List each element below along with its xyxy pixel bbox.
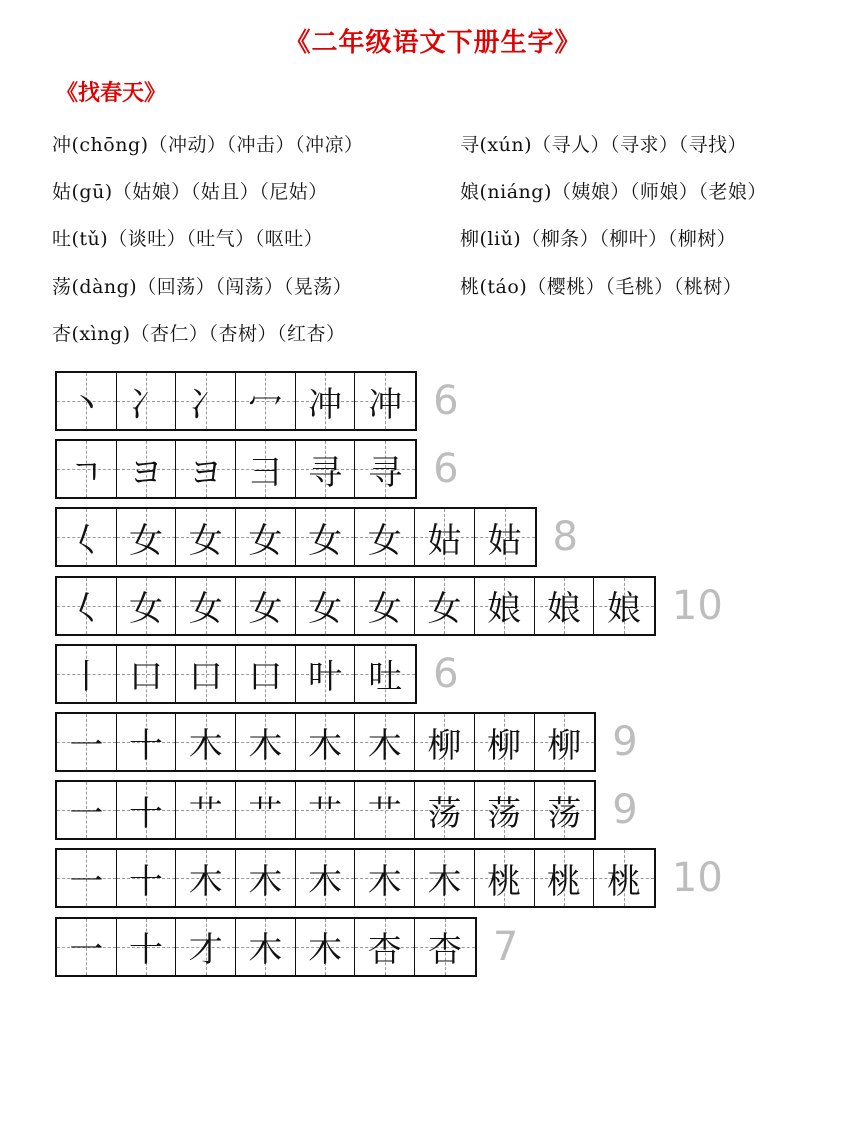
stroke-glyph: 寻 — [368, 452, 403, 493]
stroke-glyph: 口 — [188, 657, 223, 698]
stroke-grid — [55, 507, 537, 567]
stroke-cell — [415, 850, 475, 906]
stroke-glyph: 女 — [129, 589, 164, 630]
stroke-glyph: 木 — [308, 861, 343, 902]
stroke-cell — [236, 850, 296, 906]
stroke-cell — [176, 850, 236, 906]
stroke-glyph: 姑 — [487, 520, 522, 561]
stroke-cell — [296, 578, 356, 634]
stroke-cell — [296, 850, 356, 906]
stroke-count: 9 — [612, 719, 638, 765]
stroke-glyph: 一 — [69, 861, 104, 902]
stroke-cell — [236, 646, 296, 702]
stroke-glyph: 冖 — [248, 384, 283, 425]
stroke-cell — [355, 782, 415, 838]
stroke-glyph: 十 — [129, 861, 164, 902]
stroke-glyph: 桃 — [487, 861, 522, 902]
stroke-glyph: 十 — [129, 793, 164, 834]
stroke-cell — [117, 714, 177, 770]
stroke-cell — [415, 714, 475, 770]
stroke-cell — [117, 850, 177, 906]
stroke-glyph: 女 — [129, 520, 164, 561]
stroke-glyph: 口 — [248, 657, 283, 698]
stroke-grid — [55, 576, 656, 636]
stroke-cell — [57, 850, 117, 906]
stroke-grid — [55, 644, 417, 704]
vocab-item: 娘(niáng)（姨娘）（师娘）（老娘） — [460, 181, 767, 203]
lesson-title: 《找春天》 — [56, 80, 167, 106]
stroke-cell — [57, 373, 117, 429]
stroke-glyph: 口 — [129, 657, 164, 698]
stroke-row — [55, 371, 459, 431]
stroke-cell — [296, 373, 356, 429]
stroke-count: 8 — [552, 514, 578, 561]
stroke-cell — [176, 646, 236, 702]
stroke-count: 6 — [433, 650, 459, 697]
stroke-cell — [57, 441, 117, 497]
stroke-grid — [55, 917, 477, 977]
stroke-row — [55, 848, 723, 908]
stroke-grid — [55, 780, 596, 840]
stroke-glyph: 柳 — [487, 725, 522, 766]
stroke-cell — [535, 850, 595, 906]
stroke-cell — [296, 509, 356, 565]
stroke-glyph: 荡 — [427, 793, 462, 834]
stroke-glyph: 冲 — [308, 384, 343, 425]
stroke-cell — [117, 782, 177, 838]
stroke-row — [55, 507, 578, 567]
stroke-cell — [296, 714, 356, 770]
stroke-cell — [57, 646, 117, 702]
stroke-grid — [55, 848, 656, 908]
stroke-glyph: 艹 — [248, 793, 283, 834]
stroke-cell — [57, 578, 117, 634]
stroke-cell — [355, 373, 415, 429]
stroke-count: 10 — [671, 855, 723, 902]
stroke-cell — [236, 782, 296, 838]
stroke-glyph: 寻 — [308, 452, 343, 493]
stroke-glyph: 柳 — [427, 725, 462, 766]
stroke-glyph: 叶 — [308, 657, 343, 698]
stroke-glyph: 娘 — [607, 589, 642, 630]
stroke-glyph: 𡿨 — [69, 589, 104, 630]
stroke-glyph: 木 — [248, 725, 283, 766]
stroke-cell — [535, 782, 595, 838]
stroke-cell — [475, 509, 535, 565]
stroke-cell — [236, 373, 296, 429]
stroke-glyph: 丶 — [69, 384, 104, 425]
stroke-glyph: 柳 — [547, 725, 582, 766]
stroke-grid — [55, 712, 596, 772]
stroke-glyph: 荡 — [487, 793, 522, 834]
stroke-cell — [236, 919, 296, 975]
stroke-cell — [176, 919, 236, 975]
stroke-glyph: 一 — [69, 930, 104, 971]
stroke-glyph: 女 — [248, 589, 283, 630]
stroke-row — [55, 576, 723, 636]
stroke-cell — [475, 578, 535, 634]
stroke-glyph: 姑 — [427, 520, 462, 561]
stroke-glyph: 木 — [188, 725, 223, 766]
stroke-cell — [117, 919, 177, 975]
stroke-glyph: ヨ — [188, 452, 223, 493]
stroke-glyph: 女 — [308, 589, 343, 630]
stroke-glyph: 杏 — [427, 930, 462, 971]
stroke-count: 7 — [492, 923, 519, 970]
stroke-row — [55, 439, 459, 499]
stroke-glyph: 木 — [367, 861, 402, 902]
stroke-glyph: 木 — [427, 861, 462, 902]
stroke-cell — [415, 919, 475, 975]
stroke-glyph: 一 — [69, 793, 104, 834]
stroke-cell — [355, 850, 415, 906]
stroke-cell — [236, 714, 296, 770]
page-title: 《二年级语文下册生字》 — [284, 28, 582, 58]
stroke-glyph: ヨ — [129, 452, 164, 493]
stroke-grid — [55, 439, 417, 499]
stroke-glyph: 荡 — [547, 793, 582, 834]
stroke-count: 9 — [612, 787, 638, 834]
stroke-cell — [117, 373, 177, 429]
stroke-glyph: 女 — [367, 589, 402, 630]
stroke-cell — [594, 850, 654, 906]
stroke-grid — [55, 371, 417, 431]
stroke-glyph: 女 — [308, 520, 343, 561]
stroke-cell — [355, 714, 415, 770]
stroke-glyph: 艹 — [367, 793, 402, 834]
stroke-cell — [475, 850, 535, 906]
stroke-glyph: 𡿨 — [69, 520, 104, 561]
stroke-glyph: 十 — [129, 725, 164, 766]
stroke-glyph: 木 — [308, 725, 343, 766]
stroke-glyph: 吐 — [368, 657, 403, 698]
stroke-cell — [475, 782, 535, 838]
stroke-glyph: 冫 — [129, 384, 164, 425]
stroke-glyph: 一 — [69, 725, 104, 766]
stroke-glyph: 女 — [188, 520, 223, 561]
stroke-glyph: 木 — [308, 930, 343, 971]
stroke-cell — [117, 646, 177, 702]
stroke-count: 6 — [433, 446, 459, 493]
stroke-cell — [236, 509, 296, 565]
stroke-glyph: 女 — [427, 589, 462, 630]
stroke-cell — [355, 646, 415, 702]
stroke-glyph: 桃 — [546, 861, 581, 902]
stroke-cell — [535, 714, 595, 770]
stroke-glyph: 冲 — [368, 384, 403, 425]
stroke-row — [55, 644, 459, 704]
stroke-cell — [57, 714, 117, 770]
stroke-cell — [176, 441, 236, 497]
stroke-glyph: 冫 — [188, 384, 223, 425]
stroke-glyph: 桃 — [607, 861, 642, 902]
stroke-cell — [415, 509, 475, 565]
stroke-count: 10 — [671, 582, 723, 629]
stroke-glyph: 木 — [188, 861, 223, 902]
stroke-cell — [176, 714, 236, 770]
vocab-item: 柳(liǔ)（柳条）（柳叶）（柳树） — [460, 228, 737, 250]
stroke-cell — [57, 509, 117, 565]
vocab-item: 桃(táo)（樱桃）（毛桃）（桃树） — [460, 276, 743, 298]
stroke-cell — [415, 782, 475, 838]
stroke-cell — [296, 919, 356, 975]
vocab-item: 吐(tǔ)（谈吐）（吐气）（呕吐） — [52, 228, 324, 250]
stroke-cell — [236, 441, 296, 497]
stroke-cell — [296, 646, 356, 702]
stroke-cell — [296, 782, 356, 838]
stroke-cell — [296, 441, 356, 497]
stroke-cell — [57, 782, 117, 838]
stroke-cell — [117, 441, 177, 497]
stroke-glyph: 杏 — [367, 930, 402, 971]
stroke-glyph: ㄱ — [69, 452, 103, 493]
stroke-cell — [176, 373, 236, 429]
stroke-cell — [355, 441, 415, 497]
stroke-cell — [236, 578, 296, 634]
stroke-glyph: 娘 — [487, 589, 522, 630]
stroke-glyph: 十 — [129, 930, 164, 971]
stroke-cell — [415, 578, 475, 634]
stroke-count: 6 — [433, 378, 459, 424]
vocab-item: 杏(xìng)（杏仁）（杏树）（红杏） — [52, 323, 346, 345]
stroke-cell — [594, 578, 654, 634]
stroke-glyph: 丨 — [69, 657, 104, 698]
vocab-item: 姑(gū)（姑娘）（姑且）（尼姑） — [52, 181, 328, 203]
stroke-cell — [355, 509, 415, 565]
stroke-glyph: 艹 — [188, 793, 223, 834]
vocab-item: 冲(chōng)（冲动）（冲击）（冲凉） — [52, 134, 364, 156]
stroke-glyph: 才 — [188, 930, 223, 971]
stroke-cell — [475, 714, 535, 770]
stroke-row — [55, 780, 638, 840]
stroke-row — [55, 712, 638, 772]
stroke-cell — [117, 578, 177, 634]
stroke-cell — [117, 509, 177, 565]
vocab-item: 寻(xún)（寻人）（寻求）（寻找） — [460, 134, 748, 156]
stroke-glyph: 木 — [248, 861, 283, 902]
stroke-glyph: 女 — [248, 520, 283, 561]
stroke-glyph: 艹 — [308, 793, 343, 834]
vocab-item: 荡(dàng)（回荡）（闯荡）（晃荡） — [52, 276, 353, 298]
stroke-cell — [355, 578, 415, 634]
stroke-cell — [57, 919, 117, 975]
stroke-row — [55, 917, 518, 977]
stroke-cell — [535, 578, 595, 634]
stroke-cell — [176, 509, 236, 565]
stroke-glyph: 女 — [188, 589, 223, 630]
stroke-cell — [176, 782, 236, 838]
stroke-cell — [355, 919, 415, 975]
stroke-glyph: 木 — [367, 725, 402, 766]
stroke-cell — [176, 578, 236, 634]
stroke-glyph: 女 — [367, 520, 402, 561]
stroke-glyph: 木 — [248, 930, 283, 971]
stroke-glyph: 娘 — [546, 589, 581, 630]
stroke-glyph: 彐 — [248, 452, 283, 493]
